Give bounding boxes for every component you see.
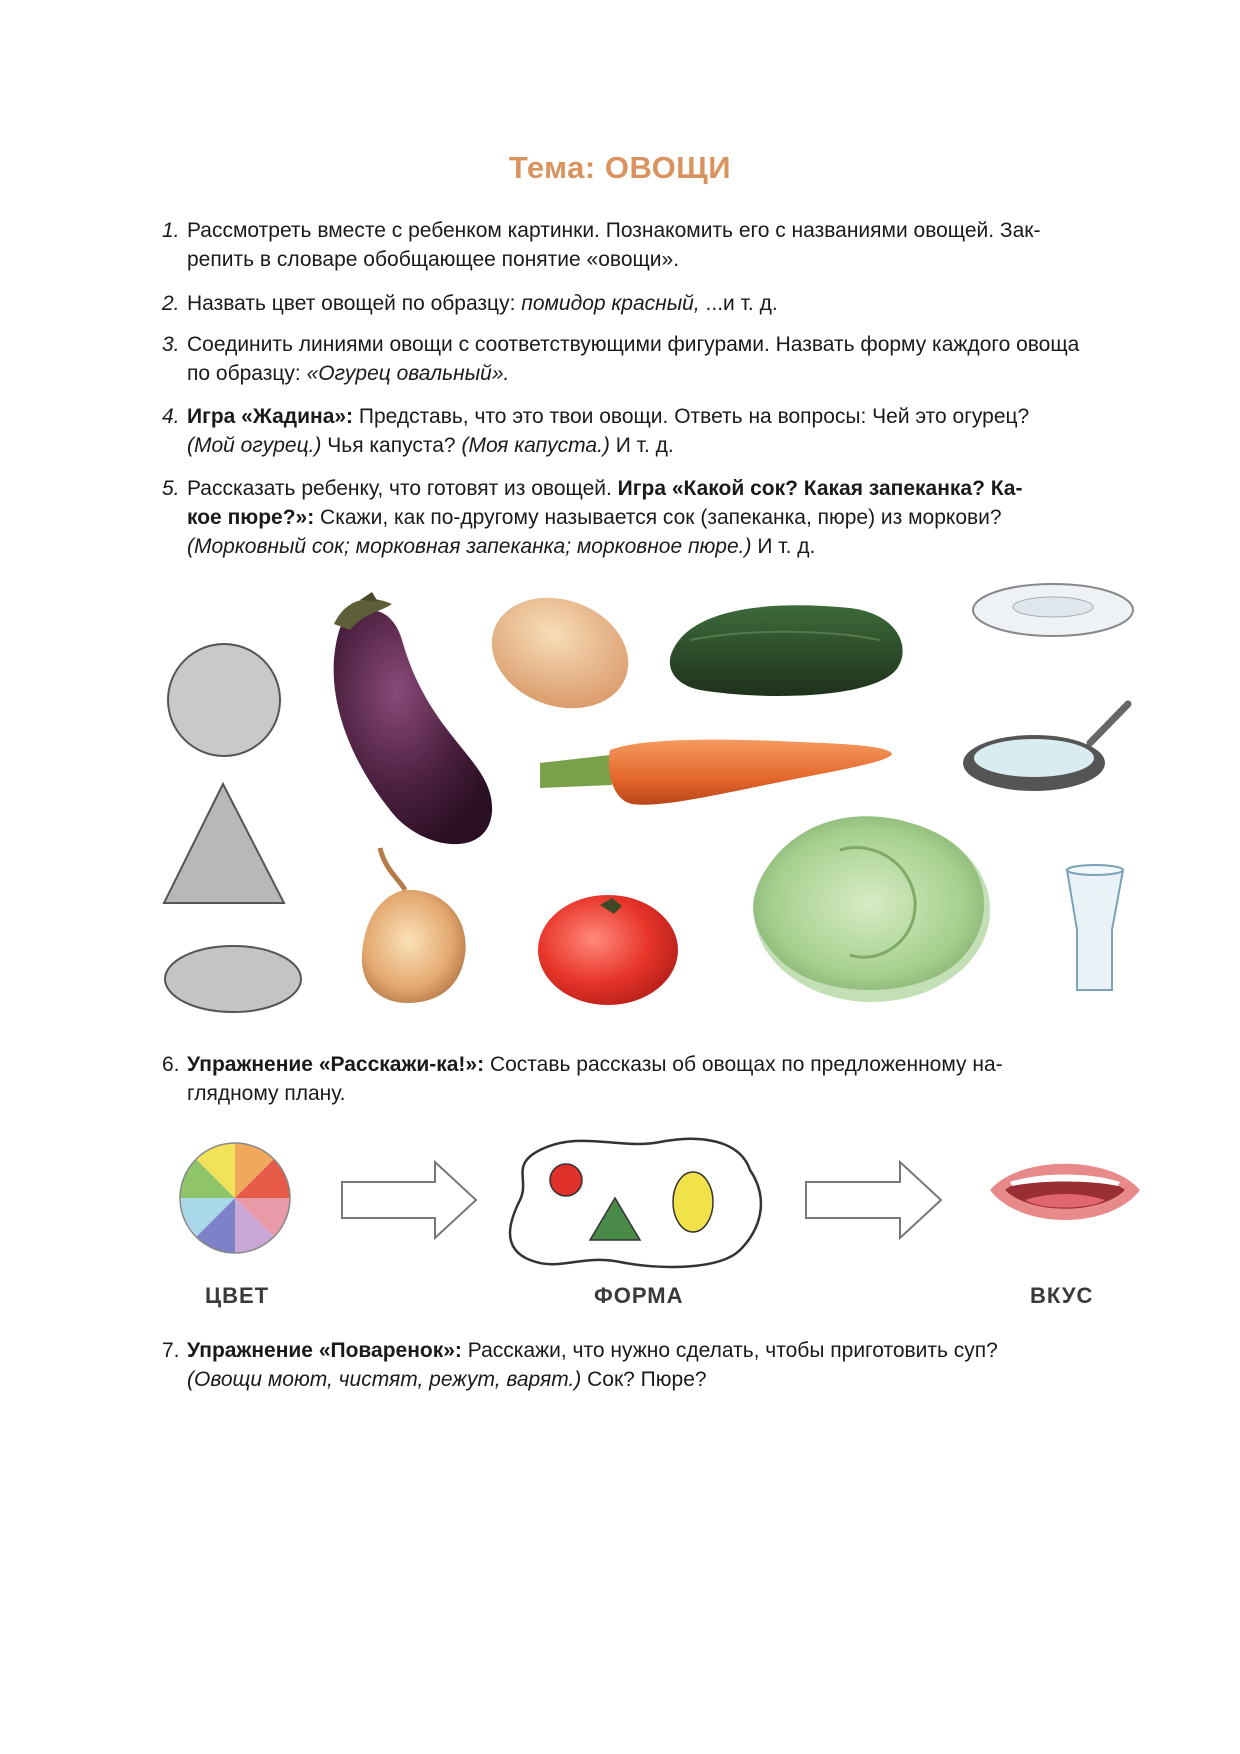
task-text: И т. д. <box>615 434 674 457</box>
task-7 <box>162 1336 1162 1394</box>
task-number: 4. <box>162 405 180 428</box>
task-number: 2. <box>162 292 180 315</box>
task-example: (Мой огурец.) <box>187 434 322 457</box>
task-number: 5. <box>162 477 180 500</box>
carrot-image <box>540 740 892 805</box>
exercise-title: Упражнение «Поваренок»: <box>187 1339 462 1362</box>
plan-label-shape: ФОРМА <box>594 1283 684 1308</box>
game-title: кое пюре?»: <box>187 506 315 529</box>
plan-label-taste: ВКУС <box>1030 1283 1094 1308</box>
mouth-icon <box>990 1164 1140 1220</box>
eggplant-image <box>334 592 492 844</box>
plan-label-color: ЦВЕТ <box>205 1283 270 1308</box>
triangle-shape <box>164 784 284 903</box>
exercise-title: Упражнение «Расскажи-ка!»: <box>187 1053 485 1076</box>
task-example: (Овощи моют, чистят, режут, варят.) <box>187 1368 582 1391</box>
task-text: глядному плану. <box>187 1082 346 1105</box>
color-wheel-icon <box>180 1143 290 1253</box>
game-title: Игра «Какой сок? Какая запеканка? Ка- <box>617 477 1023 500</box>
task-text: Представь, что это твои овощи. Ответь на вопросы: Чей это огурец? <box>358 405 1030 428</box>
onion-image <box>362 848 466 1003</box>
plate-image <box>973 584 1133 636</box>
task-number: 3. <box>162 333 180 356</box>
arrow-right-icon <box>342 1162 476 1238</box>
task-text: Назвать цвет овощей по образцу: <box>187 292 516 315</box>
task-number: 6. <box>162 1053 180 1076</box>
task-example: (Моя капуста.) <box>461 434 610 457</box>
task-number: 7. <box>162 1339 180 1362</box>
cabbage-image <box>753 816 990 1002</box>
task-example: (Морковный сок; морковная запеканка; морковное пюре.) <box>187 535 752 558</box>
shape-blob-icon <box>510 1139 761 1267</box>
task-text: Чья капуста? <box>327 434 456 457</box>
task-text: И т. д. <box>757 535 816 558</box>
task-text: репить в словаре обобщающее понятие «овощи». <box>187 248 680 271</box>
circle-shape <box>168 644 280 756</box>
glass-image <box>1067 865 1123 990</box>
task-text: Рассмотреть вместе с ребенком картинки. Познакомить его с названиями овощей. Зак- <box>187 219 1041 242</box>
task-text: ...и т. д. <box>705 292 778 315</box>
task-text: Составь рассказы об овощах по предложенному на- <box>489 1053 1003 1076</box>
task-example: «Огурец овальный». <box>306 362 510 385</box>
task-example: помидор красный, <box>521 292 700 315</box>
game-title: Игра «Жадина»: <box>187 405 354 428</box>
potato-image <box>476 579 644 726</box>
task-text: по образцу: <box>187 362 301 385</box>
visual-plan-diagram <box>0 1120 1240 1290</box>
task-text: Рассказать ребенку, что готовят из овощей. <box>187 477 612 500</box>
task-text: Скажи, как по-другому называется сок (запеканка, пюре) из моркови? <box>320 506 1002 529</box>
task-text: Сок? Пюре? <box>587 1368 707 1391</box>
frying-pan-image <box>963 704 1128 791</box>
task-text: Соединить линиями овощи с соответствующими фигурами. Назвать форму каждого овоща <box>187 333 1080 356</box>
task-number: 1. <box>162 219 180 242</box>
page-title: Тема: ОВОЩИ <box>508 150 732 185</box>
arrow-right-icon <box>806 1162 941 1238</box>
task-6 <box>162 1050 1162 1108</box>
cucumber-image <box>670 605 903 696</box>
task-text: Расскажи, что нужно сделать, чтобы приготовить суп? <box>467 1339 998 1362</box>
tomato-image <box>538 895 678 1005</box>
oval-shape <box>165 946 301 1012</box>
